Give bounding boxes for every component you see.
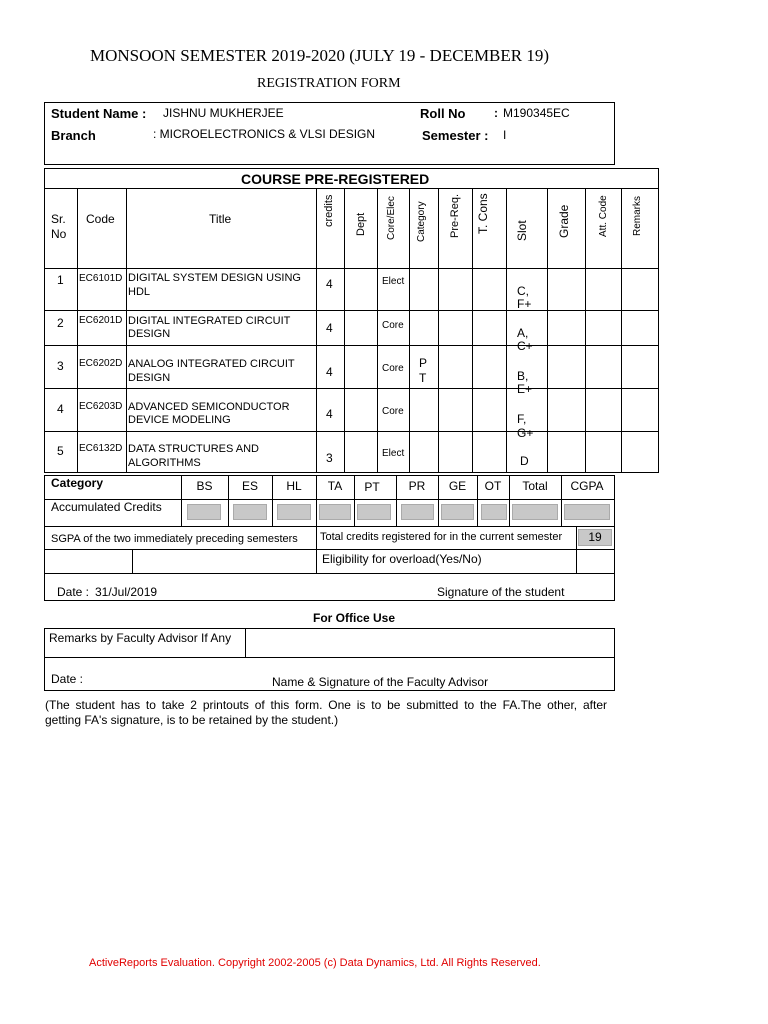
semester-value: I (503, 128, 507, 142)
row-sr: 5 (57, 444, 64, 458)
row-core-elec: Elect (382, 448, 405, 459)
accumulated-es-field[interactable] (233, 504, 267, 520)
printout-note-line2: getting FA's signature, is to be retained by the student.) (45, 713, 339, 727)
accumulated-total-field[interactable] (512, 504, 558, 520)
category-col-cgpa: CGPA (570, 479, 604, 493)
row-credits: 4 (326, 407, 333, 421)
header-att-code: Att. Code (598, 195, 609, 237)
category-col-hl: HL (286, 479, 302, 493)
accumulated-pr-field[interactable] (401, 504, 434, 520)
category-col-ge: GE (448, 479, 467, 493)
student-name-label: Student Name : (51, 106, 147, 121)
form-title: MONSOON SEMESTER 2019-2020 (JULY 19 - DECEMBER 19) (90, 46, 550, 65)
header-title: Title (209, 212, 232, 226)
row-code: EC6203D (79, 401, 123, 412)
accumulated-ot-field[interactable] (481, 504, 507, 520)
category-col-total: Total (522, 479, 548, 493)
row-credits: 4 (326, 277, 333, 291)
accumulated-bs-field[interactable] (187, 504, 221, 520)
course-table-title: COURSE PRE-REGISTERED (241, 171, 430, 187)
student-signature-label: Signature of the student (437, 585, 565, 599)
row-slot-line2: F+ (517, 297, 532, 311)
row-slot-line1: B, (517, 369, 529, 383)
header-core-elec: Core/Elec (386, 196, 397, 240)
header-dept: Dept (355, 212, 367, 236)
semester-label: Semester : (422, 128, 489, 143)
header-category: Category (416, 201, 427, 242)
category-col-pt: PT (364, 480, 380, 494)
row-title-line1: DATA STRUCTURES AND (128, 443, 259, 455)
category-col-pr: PR (408, 479, 426, 493)
row-credits: 3 (326, 451, 333, 465)
office-use-title: For Office Use (313, 611, 396, 625)
office-date-label: Date : (51, 672, 84, 686)
row-sr: 2 (57, 316, 64, 330)
row-title-line1: DIGITAL SYSTEM DESIGN USING (128, 272, 301, 284)
row-sr: 3 (57, 359, 64, 373)
row-sr: 4 (57, 402, 64, 416)
form-subtitle: REGISTRATION FORM (257, 76, 401, 91)
sgpa-label: SGPA of the two immediately preceding semesters (51, 533, 298, 545)
total-current-label: Total credits registered for in the current semester (320, 531, 563, 543)
header-credits: credits (323, 194, 335, 227)
roll-no-colon: : (494, 106, 498, 120)
row-core-elec: Core (382, 406, 404, 417)
date-label: Date : (57, 585, 90, 599)
header-pre-req: Pre-Req. (449, 193, 461, 238)
roll-no-label: Roll No (420, 106, 466, 121)
branch-value: : MICROELECTRONICS & VLSI DESIGN (153, 127, 376, 141)
header-t-cons: T. Cons (476, 193, 490, 234)
row-slot-line2: G+ (517, 426, 534, 440)
row-title-line2: HDL (128, 286, 151, 298)
accumulated-cgpa-field[interactable] (564, 504, 610, 520)
row-code: EC6202D (79, 358, 123, 369)
fa-signature-label: Name & Signature of the Faculty Advisor (272, 675, 489, 689)
branch-label: Branch (51, 128, 96, 143)
fa-remarks-label: Remarks by Faculty Advisor If Any (49, 631, 232, 645)
row-core-elec: Core (382, 320, 404, 331)
row-slot-line2: E+ (517, 382, 533, 396)
student-name-value: JISHNU MUKHERJEE (163, 106, 284, 120)
row-core-elec: Elect (382, 276, 405, 287)
row-slot-line1: F, (517, 412, 527, 426)
category-col-bs: BS (196, 479, 213, 493)
row-category-line2: T (419, 371, 427, 385)
row-sr: 1 (57, 273, 64, 287)
row-code: EC6132D (79, 443, 123, 454)
category-col-ta: TA (327, 479, 343, 493)
copyright-footer: ActiveReports Evaluation. Copyright 2002-2005 (c) Data Dynamics, Ltd. All Rights Reserved. (89, 957, 541, 969)
header-sr: Sr. (51, 212, 66, 226)
row-slot-line1: A, (517, 326, 529, 340)
header-slot: Slot (515, 220, 529, 241)
accumulated-pt-field[interactable] (357, 504, 391, 520)
row-title-line2: ALGORITHMS (128, 457, 201, 469)
row-title-line1: ADVANCED SEMICONDUCTOR (128, 401, 290, 413)
roll-no-value: M190345EC (503, 106, 570, 120)
header-grade: Grade (557, 204, 571, 238)
row-slot-line1: C, (517, 284, 529, 298)
row-title-line1: ANALOG INTEGRATED CIRCUIT (128, 358, 295, 370)
printout-note-line1: (The student has to take 2 printouts of this form. One is to be submitted to the FA.The other, after (45, 698, 607, 712)
row-title-line2: DESIGN (128, 372, 171, 384)
row-slot-line1: D (520, 454, 529, 468)
accumulated-ta-field[interactable] (319, 504, 351, 520)
category-label: Category (51, 476, 104, 490)
date-value: 31/Jul/2019 (95, 585, 158, 599)
row-title-line2: DEVICE MODELING (128, 414, 231, 426)
total-current-value: 19 (578, 529, 612, 546)
row-title-line1: DIGITAL INTEGRATED CIRCUIT (128, 315, 291, 327)
accumulated-credits-label: Accumulated Credits (51, 500, 162, 514)
category-col-es: ES (241, 479, 258, 493)
row-code: EC6201D (79, 315, 123, 326)
row-code: EC6101D (79, 273, 123, 284)
row-credits: 4 (326, 321, 333, 335)
row-core-elec: Core (382, 363, 404, 374)
row-credits: 4 (326, 365, 333, 379)
row-category-line1: P (419, 356, 428, 370)
row-slot-line2: C+ (517, 339, 533, 353)
header-remarks: Remarks (632, 195, 643, 236)
header-no: No (51, 227, 67, 241)
category-col-ot: OT (484, 479, 502, 493)
overload-label: Eligibility for overload(Yes/No) (322, 552, 482, 566)
accumulated-hl-field[interactable] (277, 504, 311, 520)
accumulated-ge-field[interactable] (441, 504, 474, 520)
header-code: Code (86, 212, 115, 226)
row-title-line2: DESIGN (128, 328, 171, 340)
